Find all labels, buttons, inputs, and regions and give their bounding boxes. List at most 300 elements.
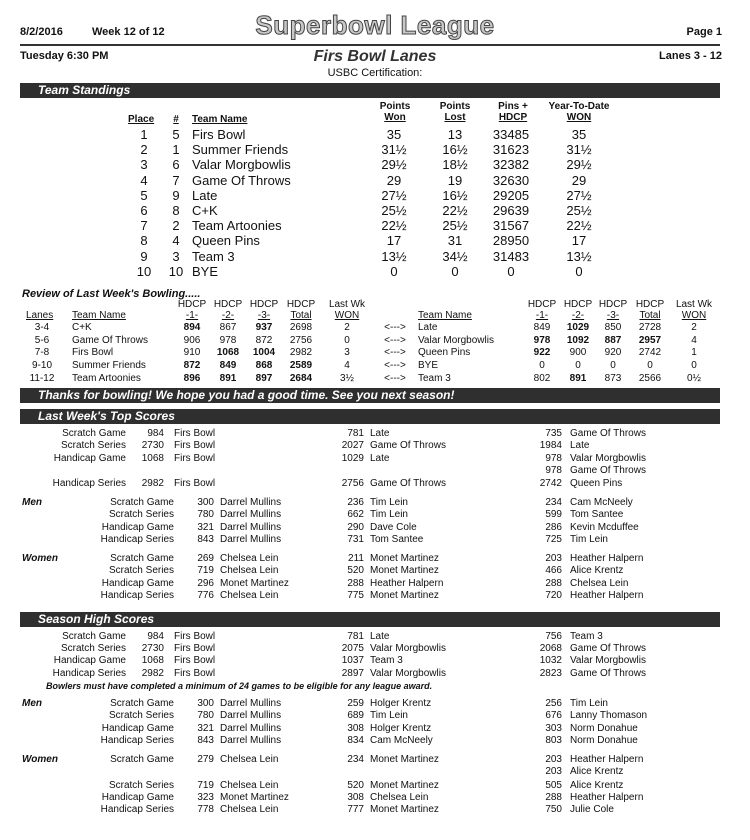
review-a3: 1004 xyxy=(252,347,276,359)
score-category: Handicap Game xyxy=(53,655,126,667)
score-name-2: Tom Santee xyxy=(370,534,424,546)
score-name-3: Alice Krentz xyxy=(570,780,624,791)
score-row xyxy=(0,590,750,604)
score-name-1: Darrel Mullins xyxy=(220,509,282,521)
score-category: Handicap Game xyxy=(101,577,174,589)
score-name-2: Tim Lein xyxy=(370,497,408,508)
review-arrow: <---> xyxy=(384,360,406,372)
score-value-2: 781 xyxy=(347,428,364,439)
review-at: 2589 xyxy=(289,360,313,372)
standings-lost: 16½ xyxy=(442,187,468,203)
score-name-3: Tim Lein xyxy=(570,698,608,709)
standings-ytd: 22½ xyxy=(566,218,592,234)
score-name-2: Monet Martinez xyxy=(370,780,439,791)
score-name-3: Valar Morgbowlis xyxy=(570,453,646,464)
score-name-2: Late xyxy=(370,631,390,642)
men-label: Men xyxy=(22,497,42,508)
score-value-1: 719 xyxy=(197,565,214,577)
review-b1: 978 xyxy=(533,334,551,346)
standings-pins: 29205 xyxy=(492,187,530,203)
standings-row xyxy=(0,218,750,232)
score-name-3: Game Of Throws xyxy=(570,428,646,439)
review-col-h1-line: -1- xyxy=(185,310,199,321)
review-a_team: C+K xyxy=(72,322,92,333)
review-b3: 920 xyxy=(604,347,622,359)
score-category: Scratch Series xyxy=(60,643,126,655)
score-value-3: 256 xyxy=(545,698,562,709)
score-name-3: Norm Donahue xyxy=(570,735,638,747)
review-b3: 887 xyxy=(604,334,622,346)
score-name-2: Tim Lein xyxy=(370,710,408,722)
review-b_team: BYE xyxy=(418,360,439,372)
review-col-h1-line: HDCP xyxy=(177,299,207,310)
score-value-3: 676 xyxy=(545,710,562,722)
score-category: Scratch Series xyxy=(108,710,174,722)
score-name-2: Holger Krentz xyxy=(370,698,432,709)
review-col-h1 xyxy=(176,299,208,321)
score-name-1: Firs Bowl xyxy=(174,655,216,667)
review-col-lastwk xyxy=(326,299,368,321)
score-value-3: 2823 xyxy=(539,667,562,679)
review-b_team: Queen Pins xyxy=(418,347,471,359)
score-name-1: Chelsea Lein xyxy=(220,553,279,564)
standings-team: Queen Pins xyxy=(192,233,260,249)
review-col-h3-line: -3- xyxy=(257,310,271,321)
review-b2: 0 xyxy=(575,360,581,372)
score-value-3: 203 xyxy=(545,766,562,777)
review-col-team-line: Team Name xyxy=(418,310,472,321)
standings-col-num-line: # xyxy=(173,114,179,125)
score-name-3: Team 3 xyxy=(570,631,603,642)
review-b3: 850 xyxy=(604,322,622,333)
standings-num: 1 xyxy=(172,142,180,158)
women-label: Women xyxy=(22,553,58,564)
standings-team: Game Of Throws xyxy=(192,172,291,188)
score-value-2: 775 xyxy=(347,590,364,602)
review-col-h2 xyxy=(212,299,244,321)
review-a_team: Summer Friends xyxy=(72,360,146,372)
score-value-1: 1068 xyxy=(141,655,164,667)
standings-col-lost-line: Points xyxy=(439,101,471,112)
review-b3: 0 xyxy=(610,360,616,372)
review-a1: 872 xyxy=(183,360,201,372)
standings-won: 22½ xyxy=(381,218,407,234)
standings-won: 29 xyxy=(386,172,402,188)
review-a_team: Firs Bowl xyxy=(72,347,114,359)
standings-num: 8 xyxy=(172,203,180,218)
score-value-3: 288 xyxy=(545,792,562,803)
standings-col-pins-line: Pins + xyxy=(498,101,528,112)
score-category: Scratch Game xyxy=(62,428,126,439)
standings-won: 31½ xyxy=(381,142,407,158)
standings-won: 13½ xyxy=(381,248,407,264)
standings-col-ytd-line: WON xyxy=(566,112,592,123)
score-name-1: Darrel Mullins xyxy=(220,521,282,533)
review-col-team xyxy=(418,310,498,321)
standings-num: 7 xyxy=(172,172,180,188)
standings-lost: 0 xyxy=(451,263,459,279)
review-b_team: Late xyxy=(418,322,438,333)
review-col-h3-line: -3- xyxy=(606,310,620,321)
standings-row xyxy=(0,188,750,202)
review-col-h2-line: -2- xyxy=(571,310,585,321)
standings-num: 9 xyxy=(172,187,180,203)
standings-pins: 33485 xyxy=(492,127,530,142)
review-a2: 1068 xyxy=(216,347,240,359)
score-value-1: 778 xyxy=(197,804,214,815)
review-col-lanes-line: Lanes xyxy=(26,310,54,321)
score-value-2: 2897 xyxy=(341,667,364,679)
review-b1: 802 xyxy=(533,372,551,384)
standings-col-won-line: Points xyxy=(379,101,411,112)
review-aw: 4 xyxy=(344,360,350,372)
score-name-1: Darrel Mullins xyxy=(220,722,282,734)
review-a2: 891 xyxy=(219,372,237,384)
score-value-2: 520 xyxy=(347,780,364,791)
score-category: Handicap Series xyxy=(100,534,174,546)
standings-col-team xyxy=(192,114,292,125)
score-name-2: Late xyxy=(370,428,390,439)
score-value-3: 286 xyxy=(545,521,562,533)
review-col-total xyxy=(284,299,318,321)
score-name-3: Kevin Mcduffee xyxy=(570,521,639,533)
standings-place: 3 xyxy=(140,157,148,173)
standings-team: Summer Friends xyxy=(192,142,289,158)
score-name-1: Firs Bowl xyxy=(174,453,216,464)
score-name-1: Chelsea Lein xyxy=(220,754,279,765)
score-value-1: 269 xyxy=(197,553,214,564)
women-label: Women xyxy=(22,754,58,765)
standings-lost: 22½ xyxy=(442,203,468,218)
score-name-3: Game Of Throws xyxy=(570,667,646,679)
review-col-h2-line: HDCP xyxy=(563,299,593,310)
standings-col-team-line: Team Name xyxy=(192,114,248,125)
score-value-3: 756 xyxy=(545,631,562,642)
men-label: Men xyxy=(22,698,42,709)
certification: USBC Certification: xyxy=(327,67,423,79)
standings-pins: 32382 xyxy=(492,157,530,173)
score-name-3: Chelsea Lein xyxy=(570,577,629,589)
review-aw: 2 xyxy=(344,322,350,333)
review-bw: 1 xyxy=(691,347,697,359)
review-lanes: 11-12 xyxy=(29,372,55,384)
score-value-2: 308 xyxy=(347,792,364,803)
standings-row xyxy=(0,157,750,171)
standings-won: 17 xyxy=(386,233,402,249)
review-col-team xyxy=(72,310,152,321)
review-bt: 2728 xyxy=(638,322,662,333)
review-arrow: <---> xyxy=(384,372,406,384)
score-value-1: 984 xyxy=(147,631,164,642)
score-value-3: 725 xyxy=(545,534,562,546)
score-name-2: Game Of Throws xyxy=(370,440,446,451)
standings-lost: 19 xyxy=(447,172,463,188)
review-arrow: <---> xyxy=(384,334,406,346)
score-name-2: Holger Krentz xyxy=(370,722,432,734)
review-col-team-line: Team Name xyxy=(72,310,126,321)
score-value-2: 520 xyxy=(347,565,364,577)
score-value-3: 803 xyxy=(545,735,562,747)
standings-num: 6 xyxy=(172,157,180,173)
score-name-2: Valar Morgbowlis xyxy=(370,667,446,679)
standings-col-won xyxy=(372,101,418,123)
score-row xyxy=(0,735,750,749)
score-category: Handicap Series xyxy=(100,735,174,747)
review-col-total-line: Total xyxy=(290,310,312,321)
standings-ytd: 35 xyxy=(571,127,587,142)
score-value-1: 1068 xyxy=(141,453,164,464)
standings-col-lost-line: Lost xyxy=(444,112,466,123)
review-aw: 3 xyxy=(344,347,350,359)
score-value-1: 719 xyxy=(197,780,214,791)
standings-col-ytd-line: Year-To-Date xyxy=(548,101,610,112)
score-name-2: Monet Martinez xyxy=(370,590,439,602)
standings-col-num xyxy=(168,114,184,125)
standings-pins: 31623 xyxy=(492,142,530,158)
score-value-3: 2068 xyxy=(539,643,562,655)
standings-row xyxy=(0,233,750,247)
standings-place: 2 xyxy=(140,142,148,158)
standings-place: 9 xyxy=(140,248,148,264)
standings-col-won-line: Won xyxy=(384,112,406,123)
review-col-h3-line: HDCP xyxy=(598,299,628,310)
score-value-2: 236 xyxy=(347,497,364,508)
review-b_team: Team 3 xyxy=(418,372,451,384)
score-name-2: Chelsea Lein xyxy=(370,792,429,803)
review-a3: 872 xyxy=(255,334,273,346)
review-bt: 2566 xyxy=(638,372,662,384)
standings-row xyxy=(0,203,750,217)
score-value-3: 720 xyxy=(545,590,562,602)
score-value-2: 777 xyxy=(347,804,364,815)
score-name-3: Alice Krentz xyxy=(570,766,624,777)
score-name-3: Queen Pins xyxy=(570,478,623,489)
page-number: Page 1 xyxy=(686,26,722,38)
standings-place: 4 xyxy=(140,172,148,188)
score-category: Scratch Series xyxy=(108,509,174,521)
review-at: 2982 xyxy=(289,347,313,359)
score-value-1: 321 xyxy=(197,521,214,533)
score-name-2: Dave Cole xyxy=(370,521,417,533)
score-category: Handicap Series xyxy=(100,590,174,602)
score-value-1: 321 xyxy=(197,722,214,734)
score-value-3: 978 xyxy=(545,465,562,476)
score-category: Scratch Game xyxy=(110,553,174,564)
score-value-1: 300 xyxy=(197,497,214,508)
review-col-h3 xyxy=(597,299,629,321)
score-value-2: 689 xyxy=(347,710,364,722)
score-value-1: 296 xyxy=(197,577,214,589)
score-name-3: Tim Lein xyxy=(570,534,608,546)
standings-won: 27½ xyxy=(381,187,407,203)
standings-col-pins-line: HDCP xyxy=(498,112,528,123)
review-arrow: <---> xyxy=(384,322,406,333)
standings-place: 6 xyxy=(140,203,148,218)
review-bw: 2 xyxy=(691,322,697,333)
score-name-2: Monet Martinez xyxy=(370,553,439,564)
standings-lost: 34½ xyxy=(442,248,468,264)
score-value-3: 2742 xyxy=(539,478,562,489)
score-row xyxy=(0,478,750,492)
review-lanes: 9-10 xyxy=(31,360,52,372)
day-time: Tuesday 6:30 PM xyxy=(20,50,109,62)
score-value-2: 2027 xyxy=(341,440,364,451)
score-name-2: Valar Morgbowlis xyxy=(370,643,446,655)
score-value-2: 662 xyxy=(347,509,364,521)
score-row xyxy=(0,534,750,548)
score-name-1: Darrel Mullins xyxy=(220,497,282,508)
score-category: Scratch Series xyxy=(108,565,174,577)
season-high-bar: Season High Scores xyxy=(20,612,720,627)
standings-team: BYE xyxy=(192,263,219,279)
standings-ytd: 13½ xyxy=(566,248,592,264)
standings-ytd: 25½ xyxy=(566,203,592,218)
score-name-2: Heather Halpern xyxy=(370,577,444,589)
score-name-1: Chelsea Lein xyxy=(220,804,279,815)
score-value-2: 259 xyxy=(347,698,364,709)
score-value-3: 1984 xyxy=(539,440,562,451)
score-category: Scratch Game xyxy=(110,497,174,508)
score-value-3: 203 xyxy=(545,754,562,765)
score-value-1: 843 xyxy=(197,735,214,747)
review-a2: 978 xyxy=(219,334,237,346)
review-a1: 896 xyxy=(183,372,201,384)
score-value-1: 780 xyxy=(197,710,214,722)
review-col-h1-line: -1- xyxy=(535,310,549,321)
score-value-2: 1029 xyxy=(341,453,364,464)
score-category: Scratch Game xyxy=(62,631,126,642)
review-b1: 0 xyxy=(539,360,545,372)
score-category: Handicap Game xyxy=(53,453,126,464)
score-name-2: Game Of Throws xyxy=(370,478,446,489)
score-name-1: Firs Bowl xyxy=(174,478,216,489)
review-a1: 910 xyxy=(183,347,201,359)
score-name-3: Alice Krentz xyxy=(570,565,624,577)
standings-pins: 31567 xyxy=(492,218,530,234)
review-b2: 891 xyxy=(569,372,587,384)
review-bw: 4 xyxy=(691,334,697,346)
standings-num: 3 xyxy=(172,248,180,264)
standings-lost: 25½ xyxy=(442,218,468,234)
score-value-1: 279 xyxy=(197,754,214,765)
score-name-1: Monet Martinez xyxy=(220,792,289,803)
score-value-1: 2730 xyxy=(141,440,164,451)
standings-row xyxy=(0,249,750,263)
header-rule xyxy=(20,44,720,46)
review-bt: 0 xyxy=(647,360,653,372)
review-at: 2756 xyxy=(289,334,313,346)
review-b3: 873 xyxy=(604,372,622,384)
score-value-2: 290 xyxy=(347,521,364,533)
score-name-3: Lanny Thomason xyxy=(570,710,648,722)
score-value-2: 308 xyxy=(347,722,364,734)
score-name-2: Cam McNeely xyxy=(370,735,433,747)
score-value-2: 781 xyxy=(347,631,364,642)
score-value-2: 1037 xyxy=(341,655,364,667)
standings-ytd: 17 xyxy=(571,233,587,249)
review-a2: 867 xyxy=(219,322,237,333)
standings-place: 8 xyxy=(140,233,148,249)
review-bw: 0 xyxy=(691,360,697,372)
score-name-1: Chelsea Lein xyxy=(220,565,279,577)
score-name-1: Chelsea Lein xyxy=(220,590,279,602)
score-category: Handicap Series xyxy=(52,478,126,489)
score-value-1: 776 xyxy=(197,590,214,602)
score-value-2: 834 xyxy=(347,735,364,747)
score-value-3: 505 xyxy=(545,780,562,791)
standings-team: Team 3 xyxy=(192,248,235,264)
review-b2: 900 xyxy=(569,347,587,359)
score-name-3: Late xyxy=(570,440,590,451)
score-name-1: Firs Bowl xyxy=(174,440,216,451)
score-value-1: 2982 xyxy=(141,667,164,679)
score-name-1: Chelsea Lein xyxy=(220,780,279,791)
standings-team: Late xyxy=(192,187,218,203)
review-row xyxy=(0,373,750,387)
week-label: Week 12 of 12 xyxy=(92,26,165,38)
score-value-3: 303 xyxy=(545,722,562,734)
score-name-3: Heather Halpern xyxy=(570,792,644,803)
league-title: Superbowl League xyxy=(255,10,495,40)
standings-row xyxy=(0,127,750,141)
score-value-3: 750 xyxy=(545,804,562,815)
score-value-1: 2982 xyxy=(141,478,164,489)
score-row xyxy=(0,804,750,818)
lanes-range: Lanes 3 - 12 xyxy=(659,50,722,62)
score-name-1: Darrel Mullins xyxy=(220,735,282,747)
score-name-1: Darrel Mullins xyxy=(220,698,282,709)
review-bw: 0½ xyxy=(687,372,701,384)
review-arrow: <---> xyxy=(384,347,406,359)
review-a_team: Game Of Throws xyxy=(72,334,148,346)
top-scores-bar: Last Week's Top Scores xyxy=(20,409,720,424)
score-name-1: Monet Martinez xyxy=(220,577,289,589)
standings-ytd: 29 xyxy=(571,172,587,188)
standings-pins: 32630 xyxy=(492,172,530,188)
score-name-1: Firs Bowl xyxy=(174,667,216,679)
review-a3: 897 xyxy=(255,372,273,384)
standings-lost: 31 xyxy=(447,233,463,249)
score-row xyxy=(0,440,750,454)
report-date: 8/2/2016 xyxy=(20,26,63,38)
review-aw: 0 xyxy=(344,334,350,346)
score-value-2: 234 xyxy=(347,754,364,765)
review-a3: 937 xyxy=(255,322,273,333)
score-name-2: Team 3 xyxy=(370,655,403,667)
score-name-3: Game Of Throws xyxy=(570,643,646,655)
review-col-total-line: HDCP xyxy=(286,299,316,310)
review-b_team: Valar Morgbowlis xyxy=(418,334,494,346)
score-value-1: 780 xyxy=(197,509,214,521)
standings-col-lost xyxy=(432,101,478,123)
score-category: Handicap Game xyxy=(101,792,174,803)
standings-place: 7 xyxy=(140,218,148,234)
review-col-lanes xyxy=(26,310,60,321)
review-a3: 868 xyxy=(255,360,273,372)
score-value-3: 234 xyxy=(545,497,562,508)
score-value-1: 2730 xyxy=(141,643,164,655)
standings-ytd: 0 xyxy=(575,263,583,279)
score-category: Handicap Series xyxy=(100,804,174,815)
review-col-h2-line: HDCP xyxy=(213,299,243,310)
standings-ytd: 29½ xyxy=(566,157,592,173)
eligibility-note: Bowlers must have completed a minimum of 24 games to be eligible for any league award. xyxy=(46,681,433,691)
score-value-3: 735 xyxy=(545,428,562,439)
score-value-2: 2756 xyxy=(341,478,364,489)
score-value-2: 731 xyxy=(347,534,364,546)
review-col-h1 xyxy=(526,299,558,321)
standings-pins: 28950 xyxy=(492,233,530,249)
